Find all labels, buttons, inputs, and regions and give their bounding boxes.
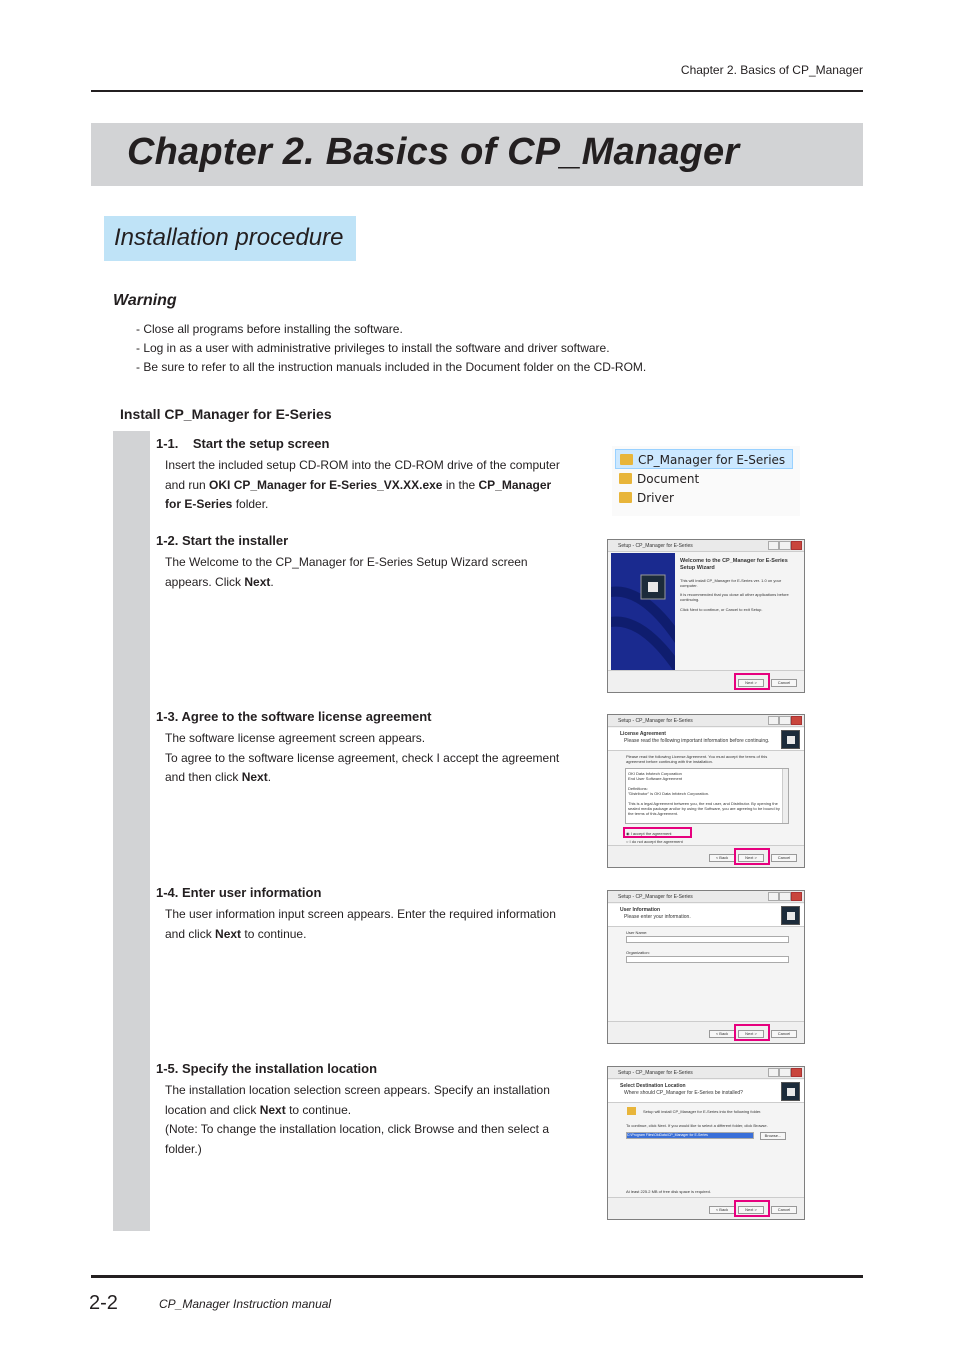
accept-label: I accept the agreement xyxy=(630,831,672,836)
userinfo-heading: User Information xyxy=(620,907,661,913)
window-controls xyxy=(768,892,802,901)
license-line: This is a legal Agreement between you, the end user, and Distributor. By opening the sealed media package and/or by using the Software, you are agreeing to be bound by the terms of this Agreement. xyxy=(628,801,780,816)
user-name-label: User Name: xyxy=(626,930,648,935)
wizard-footer xyxy=(608,1197,804,1219)
welcome-wizard-screenshot xyxy=(607,539,805,693)
text: To agree to the software license agreement, check I accept the agreement and then click xyxy=(165,750,560,784)
bold-text: Next xyxy=(244,574,271,589)
title-bar xyxy=(608,540,804,552)
folder-item-cp-manager[interactable] xyxy=(615,449,793,469)
title-bar xyxy=(608,891,804,903)
next-button-highlight xyxy=(734,673,770,690)
cancel-button[interactable]: Cancel xyxy=(771,1030,797,1038)
wizard-footer xyxy=(608,845,804,867)
window-controls xyxy=(768,1068,802,1077)
running-header: Chapter 2. Basics of CP_Manager xyxy=(680,63,863,77)
license-scrollbar[interactable] xyxy=(782,769,788,823)
step-1-3-title: 1-3. Agree to the software license agreement xyxy=(156,709,432,724)
text: The user information input screen appears. Enter the required information and click xyxy=(165,907,556,941)
destination-wizard-screenshot xyxy=(607,1066,805,1220)
warning-list xyxy=(136,320,646,377)
destination-heading: Select Destination Location xyxy=(620,1083,686,1089)
next-button[interactable]: Next > xyxy=(738,1206,764,1214)
folder-item-document[interactable] xyxy=(615,469,793,489)
next-button[interactable]: Next > xyxy=(738,679,764,687)
license-heading: License Agreement xyxy=(620,731,666,737)
next-button-highlight xyxy=(734,1024,770,1041)
step-1-1-body xyxy=(165,456,560,515)
step-1-4-body xyxy=(165,905,560,944)
accept-radio[interactable]: ◉ I accept the agreement xyxy=(626,831,672,836)
destination-line2: To continue, click Next. If you would like to select a different folder, click Browse. xyxy=(626,1123,768,1128)
manual-title: CP_Manager Instruction manual xyxy=(159,1297,332,1311)
license-line: OKI Data Infotech Corporation xyxy=(628,771,682,776)
disk-space-note: At least 225.2 MB of free disk space is required. xyxy=(626,1189,711,1194)
license-line: End User Software Agreement xyxy=(628,776,683,781)
title-bar xyxy=(608,1067,804,1079)
folder-icon xyxy=(619,492,632,503)
welcome-line2: It is recommended that you close all other applications before continuing. xyxy=(680,592,789,602)
bold-text: OKI CP_Manager for E-Series_VX.XX.exe xyxy=(209,477,443,492)
user-name-field[interactable] xyxy=(626,936,789,943)
step-1-4-title: 1-4. Enter user information xyxy=(156,885,322,900)
wizard-header xyxy=(608,1080,804,1103)
bold-text: Next xyxy=(241,770,268,784)
setup-logo-icon xyxy=(781,906,800,925)
folder-label: Driver xyxy=(637,491,674,505)
step-1-1-title: 1-1. Start the setup screen xyxy=(156,436,330,451)
folder-icon xyxy=(627,1107,636,1115)
text: The installation location selection screen appears. Specify an installation location and click xyxy=(165,1083,550,1117)
folder-icon xyxy=(620,454,633,465)
cancel-button[interactable]: Cancel xyxy=(771,1206,797,1214)
folder-list-screenshot xyxy=(612,446,800,516)
wizard-footer xyxy=(608,670,804,692)
section-box xyxy=(104,216,356,261)
top-rule xyxy=(91,90,863,92)
organization-label: Organization: xyxy=(626,950,650,955)
text: The Welcome to the CP_Manager for E-Series Setup Wizard screen appears. Click xyxy=(165,555,528,589)
accept-highlight xyxy=(623,827,692,838)
welcome-heading: Welcome to the CP_Manager for E-Series Setup Wizard xyxy=(680,558,788,571)
text: The software license agreement screen appears. xyxy=(165,731,426,745)
license-line: Definitions: xyxy=(628,786,648,791)
title-bar xyxy=(608,715,804,727)
wizard-footer xyxy=(608,1021,804,1043)
bold-text: CP_Manager for E-Series xyxy=(165,477,552,511)
destination-path-field[interactable]: C:\Program Files\OkiData\CP_Manager for E-Series xyxy=(626,1132,754,1139)
destination-line1: Setup will install CP_Manager for E-Series into the following folder. xyxy=(643,1109,762,1114)
cancel-button[interactable]: Cancel xyxy=(771,679,797,687)
next-button[interactable]: Next > xyxy=(738,1030,764,1038)
welcome-line3: Click Next to continue, or Cancel to exit Setup. xyxy=(680,607,763,612)
license-intro: Please read the following License Agreement. You must accept the terms of this agreement before continuing with the installation. xyxy=(626,754,768,764)
window-title: Setup - CP_Manager for E-Series xyxy=(618,894,693,900)
userinfo-wizard-screenshot xyxy=(607,890,805,1044)
text: in the xyxy=(442,477,479,492)
back-button[interactable]: < Back xyxy=(709,1030,735,1038)
browse-button[interactable]: Browse... xyxy=(760,1132,786,1140)
setup-logo-icon xyxy=(781,1082,800,1101)
userinfo-subheading: Please enter your information. xyxy=(624,914,691,920)
next-button-highlight xyxy=(734,1200,770,1217)
step-1-2-body xyxy=(165,553,560,592)
bold-text: Next xyxy=(215,926,242,941)
chapter-band xyxy=(91,123,863,186)
decline-radio[interactable]: ○ I do not accept the agreement xyxy=(626,839,683,844)
bottom-rule xyxy=(91,1275,863,1278)
folder-label: Document xyxy=(637,472,700,486)
warning-item: - Be sure to refer to all the instruction manuals included in the Document folder on the CD-ROM. xyxy=(136,360,647,374)
warning-item: - Log in as a user with administrative privileges to install the software and driver software. xyxy=(136,341,610,355)
window-title: Setup - CP_Manager for E-Series xyxy=(618,1070,693,1076)
text: Insert the included setup CD-ROM into the CD-ROM drive of the computer and run xyxy=(165,458,560,492)
step-1-5-body xyxy=(165,1081,560,1159)
license-wizard-screenshot xyxy=(607,714,805,868)
wizard-header xyxy=(608,904,804,927)
warning-title: Warning xyxy=(113,292,177,309)
next-button[interactable]: Next > xyxy=(738,854,764,862)
folder-item-driver[interactable] xyxy=(615,488,793,508)
setup-logo-icon xyxy=(781,730,800,749)
window-title: Setup - CP_Manager for E-Series xyxy=(618,718,693,724)
section-title: Installation procedure xyxy=(114,224,344,251)
next-button-highlight xyxy=(734,848,770,865)
wizard-banner-art xyxy=(611,553,675,672)
install-title: Install CP_Manager for E-Series xyxy=(120,406,332,422)
wizard-header xyxy=(608,728,804,751)
bold-text: Next xyxy=(259,1102,286,1117)
text: . xyxy=(270,574,274,589)
destination-subheading: Where should CP_Manager for E-Series be installed? xyxy=(624,1090,743,1096)
welcome-line1: This will install CP_Manager for E-Series ver. 1.0 on your computer. xyxy=(680,578,782,588)
step-1-5-title: 1-5. Specify the installation location xyxy=(156,1061,378,1076)
window-title: Setup - CP_Manager for E-Series xyxy=(618,543,693,549)
chapter-title: Chapter 2. Basics of CP_Manager xyxy=(127,131,740,173)
step-1-2-title: 1-2. Start the installer xyxy=(156,533,289,548)
license-line: "Distributor" is OKI Data Infotech Corporation. xyxy=(628,791,710,796)
warning-item: - Close all programs before installing the software. xyxy=(136,322,403,336)
decline-label: I do not accept the agreement xyxy=(629,839,683,844)
cancel-button[interactable]: Cancel xyxy=(771,854,797,862)
page-number: 2-2 xyxy=(89,1292,118,1314)
step-sidebar-bar xyxy=(113,431,150,1231)
folder-label: CP_Manager for E-Series xyxy=(638,453,786,467)
back-button[interactable]: < Back xyxy=(709,1206,735,1214)
license-text-box[interactable] xyxy=(625,768,789,824)
folder-icon xyxy=(619,473,632,484)
step-1-3-body xyxy=(165,729,560,788)
license-subheading: Please read the following important information before continuing. xyxy=(624,738,770,744)
text: folder. xyxy=(232,497,269,511)
text: . xyxy=(267,770,272,784)
window-controls xyxy=(768,541,802,550)
wizard-side-banner xyxy=(611,553,675,672)
text: to continue. xyxy=(285,1102,352,1117)
organization-field[interactable] xyxy=(626,956,789,963)
text: to continue. xyxy=(241,926,307,941)
back-button[interactable]: < Back xyxy=(709,854,735,862)
window-controls xyxy=(768,716,802,725)
text: (Note: To change the installation location, click Browse and then select a folder.) xyxy=(165,1122,549,1156)
